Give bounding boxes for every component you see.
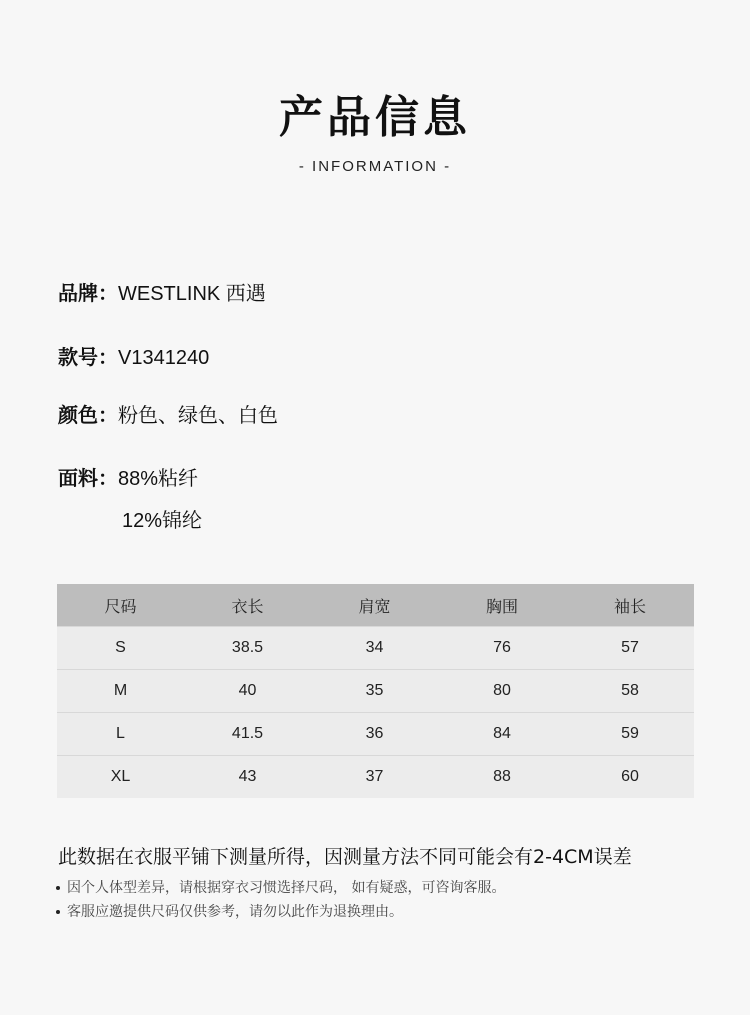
header-length: 衣长 [184, 584, 311, 627]
table-cell: 37 [311, 756, 438, 799]
table-cell: 84 [438, 713, 566, 756]
table-row [57, 627, 694, 670]
measurement-note: 此数据在衣服平铺下测量所得，因测量方法不同可能会有2-4CM误差 [58, 846, 632, 868]
color-row [58, 401, 278, 430]
style-number-value: V1341240 [118, 347, 210, 369]
note-item [56, 902, 403, 922]
color-value: 粉色、绿色、白色 [118, 405, 278, 427]
brand-label: 品牌： [58, 281, 118, 305]
header-size: 尺码 [57, 584, 184, 627]
table-cell: M [57, 670, 184, 713]
color-label: 颜色： [58, 403, 118, 427]
table-cell: 80 [438, 670, 566, 713]
table-row [57, 756, 694, 799]
header-shoulder: 肩宽 [311, 584, 438, 627]
table-cell: 57 [566, 627, 694, 670]
style-number-row [58, 343, 209, 372]
brand-value: WESTLINK 西遇 [118, 283, 266, 305]
size-table [57, 584, 694, 798]
table-row [57, 713, 694, 756]
table-cell: L [57, 713, 184, 756]
note-item [56, 878, 505, 898]
table-cell: 60 [566, 756, 694, 799]
table-cell: 34 [311, 627, 438, 670]
brand-row [58, 279, 266, 308]
style-number-label: 款号： [58, 345, 118, 369]
table-cell: XL [57, 756, 184, 799]
note-text: 客服应邀提供尺码仅供参考，请勿以此作为退换理由。 [67, 904, 403, 920]
fabric-row [58, 464, 198, 493]
bullet-icon [56, 886, 60, 890]
note-text: 因个人体型差异，请根据穿衣习惯选择尺码， 如有疑惑，可咨询客服。 [67, 880, 506, 896]
table-cell: 59 [566, 713, 694, 756]
table-cell: 40 [184, 670, 311, 713]
table-cell: 58 [566, 670, 694, 713]
table-row [57, 670, 694, 713]
fabric-label: 面料： [58, 466, 118, 490]
header-sleeve: 袖长 [566, 584, 694, 627]
table-cell: S [57, 627, 184, 670]
table-cell: 88 [438, 756, 566, 799]
table-cell: 35 [311, 670, 438, 713]
table-cell: 43 [184, 756, 311, 799]
table-cell: 36 [311, 713, 438, 756]
page-title: 产品信息 [279, 92, 471, 143]
table-cell: 76 [438, 627, 566, 670]
bullet-icon [56, 910, 60, 914]
header-chest: 胸围 [438, 584, 566, 627]
page-subtitle: - INFORMATION - [298, 158, 452, 175]
fabric-value-1: 88%粘纤 [118, 468, 199, 490]
size-table-header-row [57, 584, 694, 627]
table-cell: 38.5 [184, 627, 311, 670]
fabric-value-2: 12%锦纶 [122, 510, 203, 532]
table-cell: 41.5 [184, 713, 311, 756]
